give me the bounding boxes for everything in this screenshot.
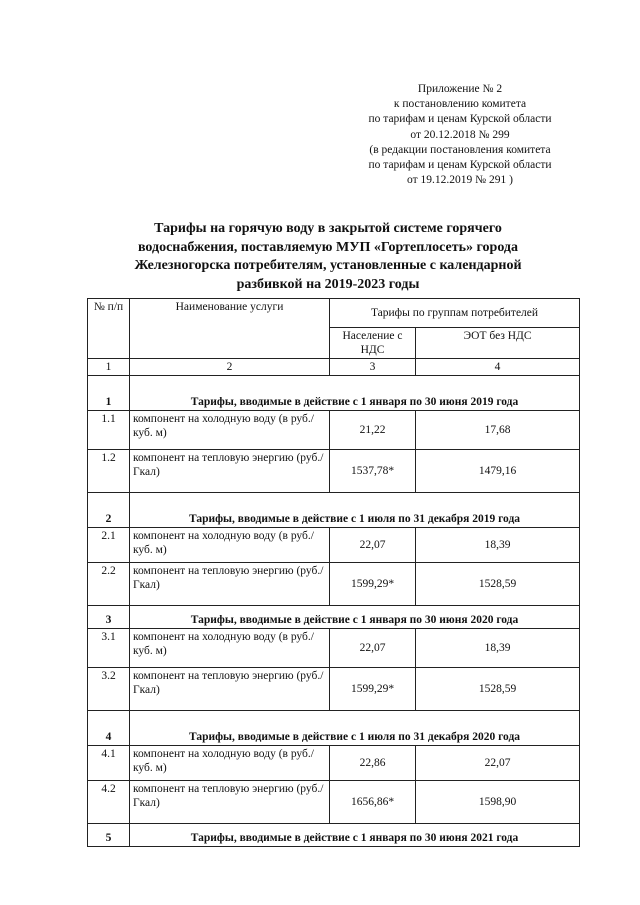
title-line: разбивкой на 2019-2023 годы — [236, 276, 420, 292]
appendix-line: Приложение № 2 — [417, 83, 503, 95]
row-eot-value: 18,39 — [416, 528, 580, 563]
row-eot-value: 1598,90 — [416, 781, 580, 824]
header-group: Тарифы по группам потребителей — [330, 299, 580, 328]
row-population-value: 1599,29* — [330, 668, 416, 711]
section-title: Тарифы, вводимые в действие с 1 июля по 31 декабря 2019 года — [130, 493, 580, 528]
row-service: компонент на холодную воду (в руб./куб. м) — [130, 411, 330, 450]
title-line: Тарифы на горячую воду в закрытой системе горячего — [154, 221, 502, 236]
appendix-line: от 19.12.2019 № 291 ) — [407, 174, 513, 187]
table-row — [88, 411, 580, 450]
table-row — [88, 668, 580, 711]
tariff-table — [87, 298, 580, 847]
row-num: 2.2 — [88, 563, 130, 606]
section-num: 5 — [88, 824, 130, 847]
row-population-value: 21,22 — [330, 411, 416, 450]
header-population: Население с НДС — [330, 328, 416, 359]
table-row — [88, 629, 580, 668]
section-title: Тарифы, вводимые в действие с 1 января по 30 июня 2021 года — [130, 824, 580, 847]
row-service: компонент на холодную воду (в руб./куб. м) — [130, 746, 330, 781]
section-title: Тарифы, вводимые в действие с 1 января по 30 июня 2020 года — [130, 606, 580, 629]
section-title: Тарифы, вводимые в действие с 1 января по 30 июня 2019 года — [130, 376, 580, 411]
table-index-row — [88, 359, 580, 376]
section-num: 4 — [88, 711, 130, 746]
row-population-value: 22,86 — [330, 746, 416, 781]
table-row — [88, 746, 580, 781]
row-eot-value: 1528,59 — [416, 668, 580, 711]
header-num: № п/п — [88, 299, 130, 359]
index-cell: 3 — [330, 359, 416, 376]
row-population-value: 22,07 — [330, 528, 416, 563]
row-service: компонент на тепловую энергию (руб./Гкал) — [130, 450, 330, 493]
appendix-block — [340, 82, 580, 188]
row-eot-value: 1479,16 — [416, 450, 580, 493]
section-num: 2 — [88, 493, 130, 528]
row-service: компонент на холодную воду (в руб./куб. м) — [130, 528, 330, 563]
row-population-value: 1537,78* — [330, 450, 416, 493]
table-row — [88, 528, 580, 563]
header-eot: ЭОТ без НДС — [416, 328, 580, 359]
appendix-line: по тарифам и ценам Курской области — [368, 113, 552, 126]
title-line: Железногорска потребителям, установленные с календарной — [134, 258, 522, 273]
section-row — [88, 376, 580, 411]
table-row — [88, 781, 580, 824]
row-eot-value: 22,07 — [416, 746, 580, 781]
row-service: компонент на тепловую энергию (руб./Гкал) — [130, 781, 330, 824]
row-service: компонент на тепловую энергию (руб./Гкал) — [130, 668, 330, 711]
index-cell: 4 — [416, 359, 580, 376]
table-row — [88, 563, 580, 606]
row-service: компонент на тепловую энергию (руб./Гкал) — [130, 563, 330, 606]
section-row — [88, 493, 580, 528]
row-service: компонент на холодную воду (в руб./куб. м) — [130, 629, 330, 668]
section-row — [88, 711, 580, 746]
index-cell: 1 — [88, 359, 130, 376]
row-population-value: 1599,29* — [330, 563, 416, 606]
row-num: 4.1 — [88, 746, 130, 781]
header-service: Наименование услуги — [130, 299, 330, 359]
row-eot-value: 17,68 — [416, 411, 580, 450]
row-num: 1.2 — [88, 450, 130, 493]
section-num: 1 — [88, 376, 130, 411]
row-num: 3.2 — [88, 668, 130, 711]
section-title: Тарифы, вводимые в действие с 1 июля по 31 декабря 2020 года — [130, 711, 580, 746]
row-num: 3.1 — [88, 629, 130, 668]
table-header-row — [88, 299, 580, 328]
section-num: 3 — [88, 606, 130, 629]
row-population-value: 1656,86* — [330, 781, 416, 824]
row-eot-value: 1528,59 — [416, 563, 580, 606]
index-cell: 2 — [130, 359, 330, 376]
document-title — [108, 220, 548, 294]
row-num: 2.1 — [88, 528, 130, 563]
appendix-line: к постановлению комитета — [393, 98, 527, 111]
appendix-line: (в редакции постановления комитета — [369, 143, 551, 156]
row-population-value: 22,07 — [330, 629, 416, 668]
row-num: 4.2 — [88, 781, 130, 824]
title-line: водоснабжения, поставляемую МУП «Гортеплосеть» города — [137, 239, 519, 255]
section-row — [88, 824, 580, 847]
table-row — [88, 450, 580, 493]
row-eot-value: 18,39 — [416, 629, 580, 668]
row-num: 1.1 — [88, 411, 130, 450]
appendix-line: от 20.12.2018 № 299 — [410, 128, 510, 141]
appendix-line: по тарифам и ценам Курской области — [368, 159, 552, 172]
section-row — [88, 606, 580, 629]
